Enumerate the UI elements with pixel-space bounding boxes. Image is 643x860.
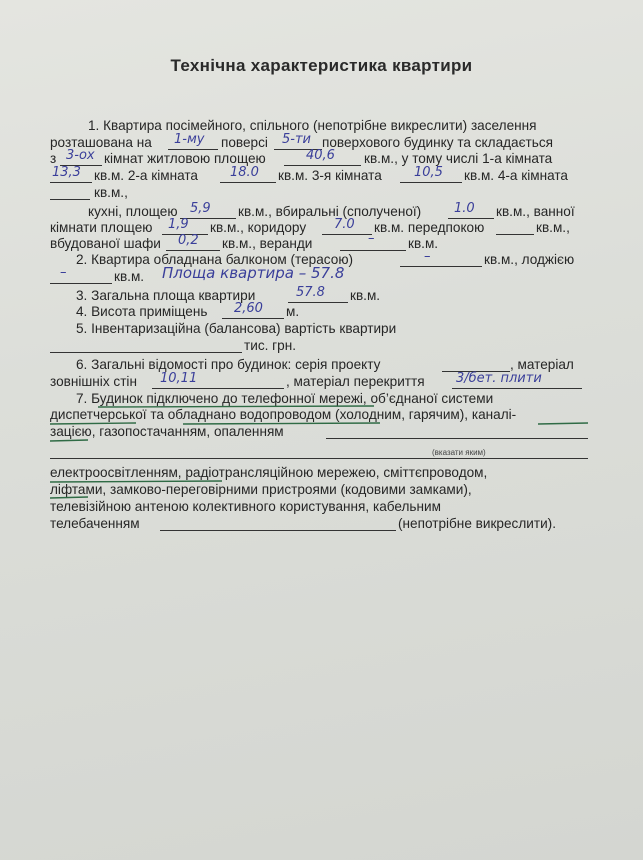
text-line: телебаченням xyxy=(50,516,140,531)
text-line: 4. Висота приміщень xyxy=(76,304,208,319)
handwritten-walls: 10,11 xyxy=(160,371,198,386)
text-line: кухні, площею xyxy=(88,204,178,219)
handwritten-bathroom: 1,9 xyxy=(168,217,189,232)
handwritten-room3: 10,5 xyxy=(414,165,443,180)
text-line: зацією, газопостачанням, опаленням xyxy=(50,424,284,439)
text-line: м. xyxy=(286,304,300,319)
text-line: розташована на xyxy=(50,135,152,150)
handwritten-room2: 18.0 xyxy=(230,165,259,180)
handwritten-balcony: – xyxy=(424,249,431,264)
text-line: , матеріал перекриття xyxy=(286,374,425,389)
text-line: кв.м. xyxy=(408,236,439,251)
text-line: кв.м., коридору xyxy=(210,220,307,235)
text-line: ліфтами, замково-переговірними пристроями (кодовими замками), xyxy=(50,482,472,497)
text-line: кв.м., лоджією xyxy=(484,252,575,267)
text-line: , матеріал xyxy=(510,357,574,372)
text-line: кв.м. передпокою xyxy=(374,220,485,235)
text-line: зовнішніх стін xyxy=(50,374,137,389)
text-line: кв.м. 2-а кімната xyxy=(94,168,198,183)
handwritten-ceiling: 3/бет. плити xyxy=(456,371,542,386)
text-line: (непотрібне викреслити). xyxy=(398,516,556,531)
text-line: з xyxy=(50,151,57,166)
text-line: 1. Квартира посімейного, спільного (непотрібне викреслити) заселення xyxy=(88,118,537,133)
text-line: кв.м. xyxy=(350,288,381,303)
text-line: кімнати площею xyxy=(50,220,153,235)
text-line: кв.м., веранди xyxy=(222,236,313,251)
handwritten-floor: 1-му xyxy=(174,132,205,147)
text-line: кв.м., вбиральні (сполученої) xyxy=(238,204,422,219)
handwritten-room1: 13,3 xyxy=(52,165,81,180)
handwritten-kitchen: 5,9 xyxy=(190,201,211,216)
handwritten-total-area: 57.8 xyxy=(296,285,325,300)
text-line: електроосвітленням, радіотрансляційною мережею, сміттєпроводом, xyxy=(50,465,488,480)
text-line: тис. грн. xyxy=(244,338,296,353)
text-line: кв.м. 3-я кімната xyxy=(278,168,382,183)
text-line: поверхового будинку та складається xyxy=(322,135,554,150)
handwritten-toilet: 1.0 xyxy=(454,201,475,216)
text-line: диспетчерської та обладнано водопроводом (холодним, гарячим), каналі- xyxy=(50,407,517,422)
text-line: 6. Загальні відомості про будинок: серія проекту xyxy=(76,357,381,372)
text-line: кв.м. 4-а кімната xyxy=(464,168,568,183)
text-line: кв.м., xyxy=(94,185,128,200)
page-title: Технічна характеристика квартири xyxy=(170,56,473,75)
handwritten-living-area: 40,6 xyxy=(306,148,335,163)
field-hint: (вказати яким) xyxy=(432,448,486,457)
text-line: 2. Квартира обладнана балконом (терасою) xyxy=(76,252,354,267)
text-line: кімнат житловою площею xyxy=(104,151,266,166)
text-line: кв.м., ванної xyxy=(496,204,575,219)
text-line: вбудованої шафи xyxy=(50,236,161,251)
handwritten-area-note: Площа квартира – 57.8 xyxy=(162,264,345,282)
handwritten-wardrobe: 0,2 xyxy=(178,233,199,248)
text-line: поверсі xyxy=(221,135,268,150)
handwritten-rooms: 3-ох xyxy=(66,148,95,163)
text-line: 3. Загальна площа квартири xyxy=(76,288,256,303)
text-line: кв.м. xyxy=(114,269,145,284)
handwritten-height: 2,60 xyxy=(234,301,263,316)
text-line: 7. Будинок підключено до телефонної мережі, об’єднаної системи xyxy=(76,391,494,406)
handwritten-loggia: – xyxy=(60,265,67,280)
handwritten-corridor: 7.0 xyxy=(334,217,355,232)
text-line: телевізійною антеною колективного користування, кабельним xyxy=(50,499,441,514)
handwritten-veranda: – xyxy=(368,231,375,246)
text-line: кв.м., у тому числі 1-а кімната xyxy=(364,151,553,166)
handwritten-floors-total: 5-ти xyxy=(282,132,311,147)
text-line: 5. Інвентаризаційна (балансова) вартість квартири xyxy=(76,321,397,336)
text-line: кв.м., xyxy=(536,220,570,235)
